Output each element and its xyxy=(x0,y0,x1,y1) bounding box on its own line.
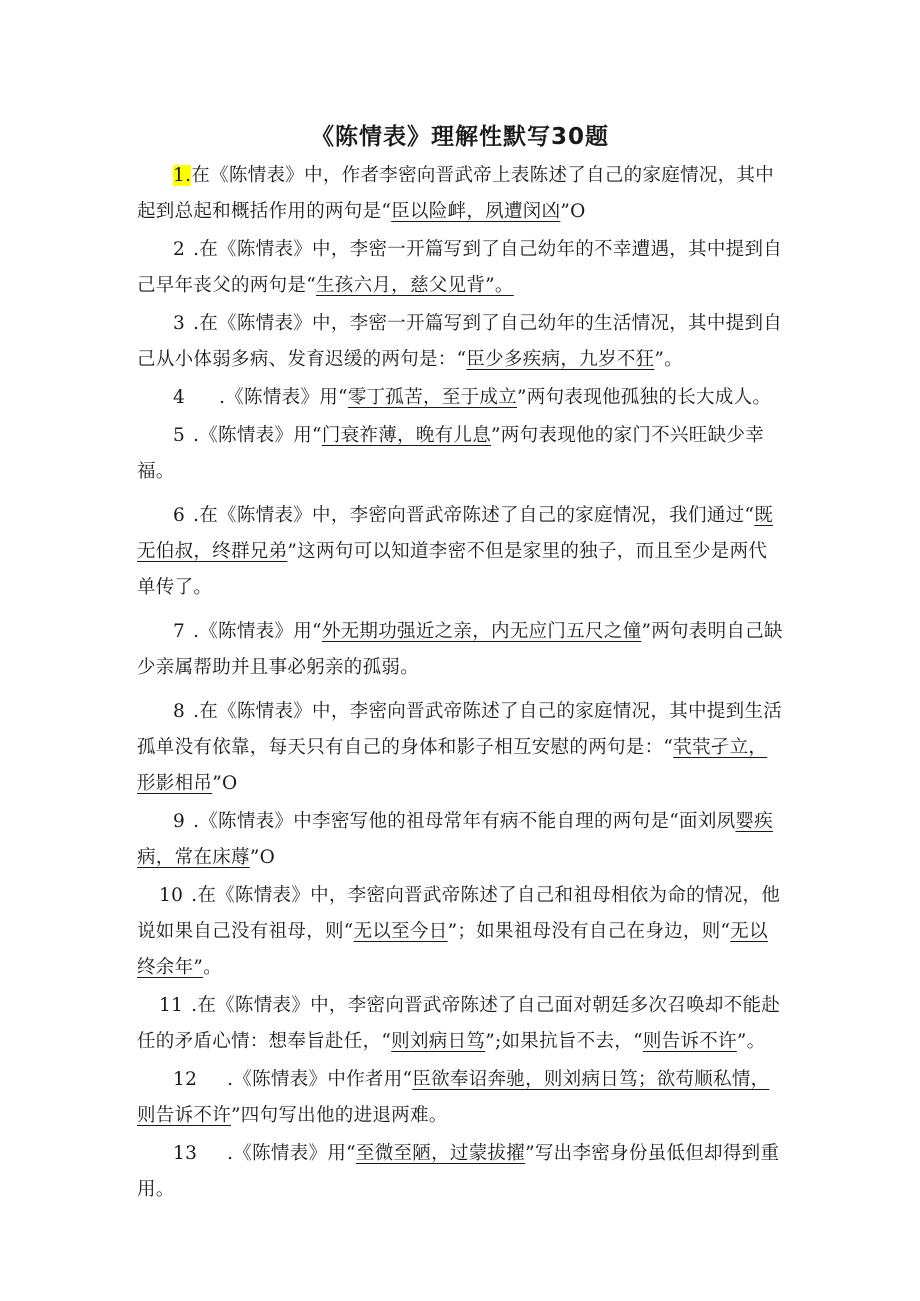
answer: 则刘病日笃 xyxy=(391,1031,486,1052)
question-1: 1.在《陈情表》中，作者李密向晋武帝上表陈述了自己的家庭情况，其中起到总起和概括作用的两句是“臣以险衅，夙遭闵凶”O xyxy=(137,165,775,222)
question-number: 12 xyxy=(173,1069,198,1090)
question-3: 3 .在《陈情表》中，李密一开篇写到了自己幼年的生活情况，其中提到自己从小体弱多病、发育迟缓的两句是：“臣少多疾病，九岁不狂”。 xyxy=(137,313,783,370)
answer: 外无期功强近之亲，内无应门五尺之僮 xyxy=(321,621,642,642)
question-10: 10 .在《陈情表》中，李密向晋武帝陈述了自己和祖母相依为命的情况，他说如果自己没有祖母，则“无以至今日”；如果祖母没有自己在身边，则“无以终余年”。 xyxy=(137,885,781,978)
answer: 生孩六月，慈父见背”。 xyxy=(315,275,514,296)
answer: 门衰祚薄，晚有儿息 xyxy=(321,425,492,446)
question-number: 2 xyxy=(173,239,186,260)
question-8: 8 .在《陈情表》中，李密向晋武帝陈述了自己的家庭情况，其中提到生活孤单没有依靠，每天只有自己的身体和影子相互安慰的两句是：“茕茕孑立，形影相吊”O xyxy=(137,701,783,794)
question-number: 5 xyxy=(173,425,186,446)
answer: 臣少多疾病，九岁不狂 xyxy=(466,349,655,370)
question-number: 7 xyxy=(173,621,186,642)
question-number: 8 xyxy=(173,701,186,722)
question-number: 6 xyxy=(173,505,186,526)
answer: 无以终余年” xyxy=(137,921,768,978)
question-11: 11 .在《陈情表》中，李密向晋武帝陈述了自己面对朝廷多次召唤却不能赴任的矛盾心情：想奉旨赴任，“则刘病日笃”;如果抗旨不去，“则告诉不许”。 xyxy=(137,995,781,1052)
answer: 至微至陋，过蒙拔擢 xyxy=(355,1143,526,1164)
answer: 无以至今日 xyxy=(353,921,448,942)
question-12: 12 .《陈情表》中作者用“臣欲奉诏奔驰，则刘病日笃；欲苟顺私情，则告诉不许”四句写出他的进退两难。 xyxy=(137,1069,770,1126)
question-number: 9 xyxy=(173,811,186,832)
answer: 既无伯叔，终群兄弟 xyxy=(137,505,774,562)
question-6: 6 .在《陈情表》中，李密向晋武帝陈述了自己的家庭情况，我们通过“既无伯叔，终群兄弟”这两句可以知道李密不但是家里的独子，而且至少是两代单传了。 xyxy=(137,505,774,598)
answer: 臣欲奉诏奔驰，则刘病日笃；欲苟顺私情，则告诉不许 xyxy=(137,1069,770,1126)
question-13: 13 .《陈情表》用“至微至陋，过蒙拔擢”写出李密身份虽低但却得到重用。 xyxy=(137,1143,780,1200)
answer: 零丁孤苦，至于成立 xyxy=(347,387,518,408)
question-number: 13 xyxy=(173,1143,198,1164)
question-9: 9 .《陈情表》中李密写他的祖母常年有病不能自理的两句是“面刘夙婴疾病，常在床蓐”O xyxy=(137,811,774,868)
question-4: 4 .《陈情表》用“零丁孤苦，至于成立”两句表现他孤独的长大成人。 xyxy=(173,387,772,408)
answer: 婴疾病，常在床蓐 xyxy=(137,811,774,868)
question-number: 3 xyxy=(173,313,186,334)
answer: 臣以险衅，夙遭闵凶 xyxy=(391,201,561,222)
question-number: 11 xyxy=(159,995,184,1016)
question-5: 5 .《陈情表》用“门衰祚薄，晚有儿息”两句表现他的家门不兴旺缺少幸福。 xyxy=(137,425,764,482)
question-number: 4 xyxy=(173,387,186,408)
question-number: 10 xyxy=(159,885,184,906)
answer: 则告诉不许 xyxy=(642,1031,737,1052)
question-2: 2 .在《陈情表》中，李密一开篇写到了自己幼年的不幸遭遇，其中提到自己早年丧父的两句是“生孩六月，慈父见背”。 xyxy=(137,239,783,296)
answer: 茕茕孑立，形影相吊 xyxy=(137,737,768,794)
question-number: 1. xyxy=(173,165,192,186)
page-title: 《陈情表》理解性默写30题 xyxy=(310,124,609,150)
question-7: 7 .《陈情表》用“外无期功强近之亲，内无应门五尺之僮”两句表明自己缺少亲属帮助并且事必躬亲的孤弱。 xyxy=(137,621,783,678)
question-list xyxy=(137,158,783,1208)
